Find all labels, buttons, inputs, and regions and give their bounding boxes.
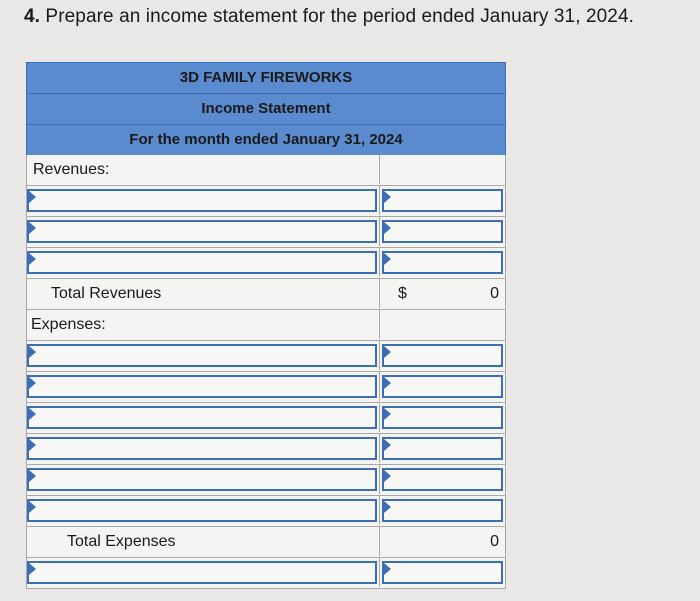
total-revenues-label: Total Revenues xyxy=(51,285,162,302)
dropdown-arrow-icon xyxy=(384,346,391,358)
dropdown-arrow-icon xyxy=(384,377,391,389)
expense-row-4 xyxy=(27,434,505,465)
dropdown-arrow-icon xyxy=(384,253,391,265)
revenue-account-select-2[interactable] xyxy=(27,220,377,243)
dropdown-arrow-icon xyxy=(29,377,36,389)
question-text xyxy=(24,6,634,28)
expense-row-1 xyxy=(27,341,505,372)
dropdown-arrow-icon xyxy=(29,470,36,482)
expense-amount-input-6[interactable] xyxy=(382,499,503,522)
revenues-heading: Revenues: xyxy=(33,161,110,178)
expense-account-select-4[interactable] xyxy=(27,437,377,460)
expense-account-select-1[interactable] xyxy=(27,344,377,367)
dropdown-arrow-icon xyxy=(384,191,391,203)
expense-account-select-3[interactable] xyxy=(27,406,377,429)
revenue-row-3 xyxy=(27,248,505,279)
revenue-account-select-1[interactable] xyxy=(27,189,377,212)
dropdown-arrow-icon xyxy=(29,253,36,265)
net-income-amount-input[interactable] xyxy=(382,561,503,584)
revenue-amount-input-2[interactable] xyxy=(382,220,503,243)
income-statement-worksheet xyxy=(26,62,506,589)
dropdown-arrow-icon xyxy=(384,439,391,451)
revenue-amount-input-1[interactable] xyxy=(382,189,503,212)
revenue-row-1 xyxy=(27,186,505,217)
total-expenses-row xyxy=(27,527,505,558)
dropdown-arrow-icon xyxy=(384,222,391,234)
question-number: 4. xyxy=(24,6,41,27)
total-expenses-label: Total Expenses xyxy=(67,533,176,550)
currency-symbol: $ xyxy=(398,285,407,302)
dropdown-arrow-icon xyxy=(29,191,36,203)
dropdown-arrow-icon xyxy=(29,501,36,513)
revenue-account-select-3[interactable] xyxy=(27,251,377,274)
dropdown-arrow-icon xyxy=(29,222,36,234)
revenue-row-2 xyxy=(27,217,505,248)
dropdown-arrow-icon xyxy=(384,470,391,482)
statement-period: For the month ended January 31, 2024 xyxy=(26,124,506,155)
question-body: Prepare an income statement for the period ended January 31, 2024. xyxy=(40,6,635,27)
dropdown-arrow-icon xyxy=(384,501,391,513)
expense-amount-input-2[interactable] xyxy=(382,375,503,398)
expense-amount-input-1[interactable] xyxy=(382,344,503,367)
net-income-select[interactable] xyxy=(27,561,377,584)
dropdown-arrow-icon xyxy=(29,563,36,575)
expense-account-select-6[interactable] xyxy=(27,499,377,522)
expense-row-2 xyxy=(27,372,505,403)
net-income-row xyxy=(27,558,505,589)
expense-row-5 xyxy=(27,465,505,496)
dropdown-arrow-icon xyxy=(384,563,391,575)
expense-amount-input-3[interactable] xyxy=(382,406,503,429)
total-revenues-row xyxy=(27,279,505,310)
total-expenses-value: 0 xyxy=(490,533,499,550)
dropdown-arrow-icon xyxy=(384,408,391,420)
total-revenues-value: 0 xyxy=(490,285,499,302)
expense-account-select-2[interactable] xyxy=(27,375,377,398)
statement-title: Income Statement xyxy=(26,93,506,124)
revenue-amount-input-3[interactable] xyxy=(382,251,503,274)
expenses-heading: Expenses: xyxy=(31,316,106,333)
expense-row-3 xyxy=(27,403,505,434)
expense-amount-input-4[interactable] xyxy=(382,437,503,460)
dropdown-arrow-icon xyxy=(29,346,36,358)
dropdown-arrow-icon xyxy=(29,408,36,420)
expense-amount-input-5[interactable] xyxy=(382,468,503,491)
expense-row-6 xyxy=(27,496,505,527)
revenues-heading-row xyxy=(27,155,505,186)
expenses-heading-row xyxy=(27,310,505,341)
company-name: 3D FAMILY FIREWORKS xyxy=(26,62,506,93)
expense-account-select-5[interactable] xyxy=(27,468,377,491)
dropdown-arrow-icon xyxy=(29,439,36,451)
